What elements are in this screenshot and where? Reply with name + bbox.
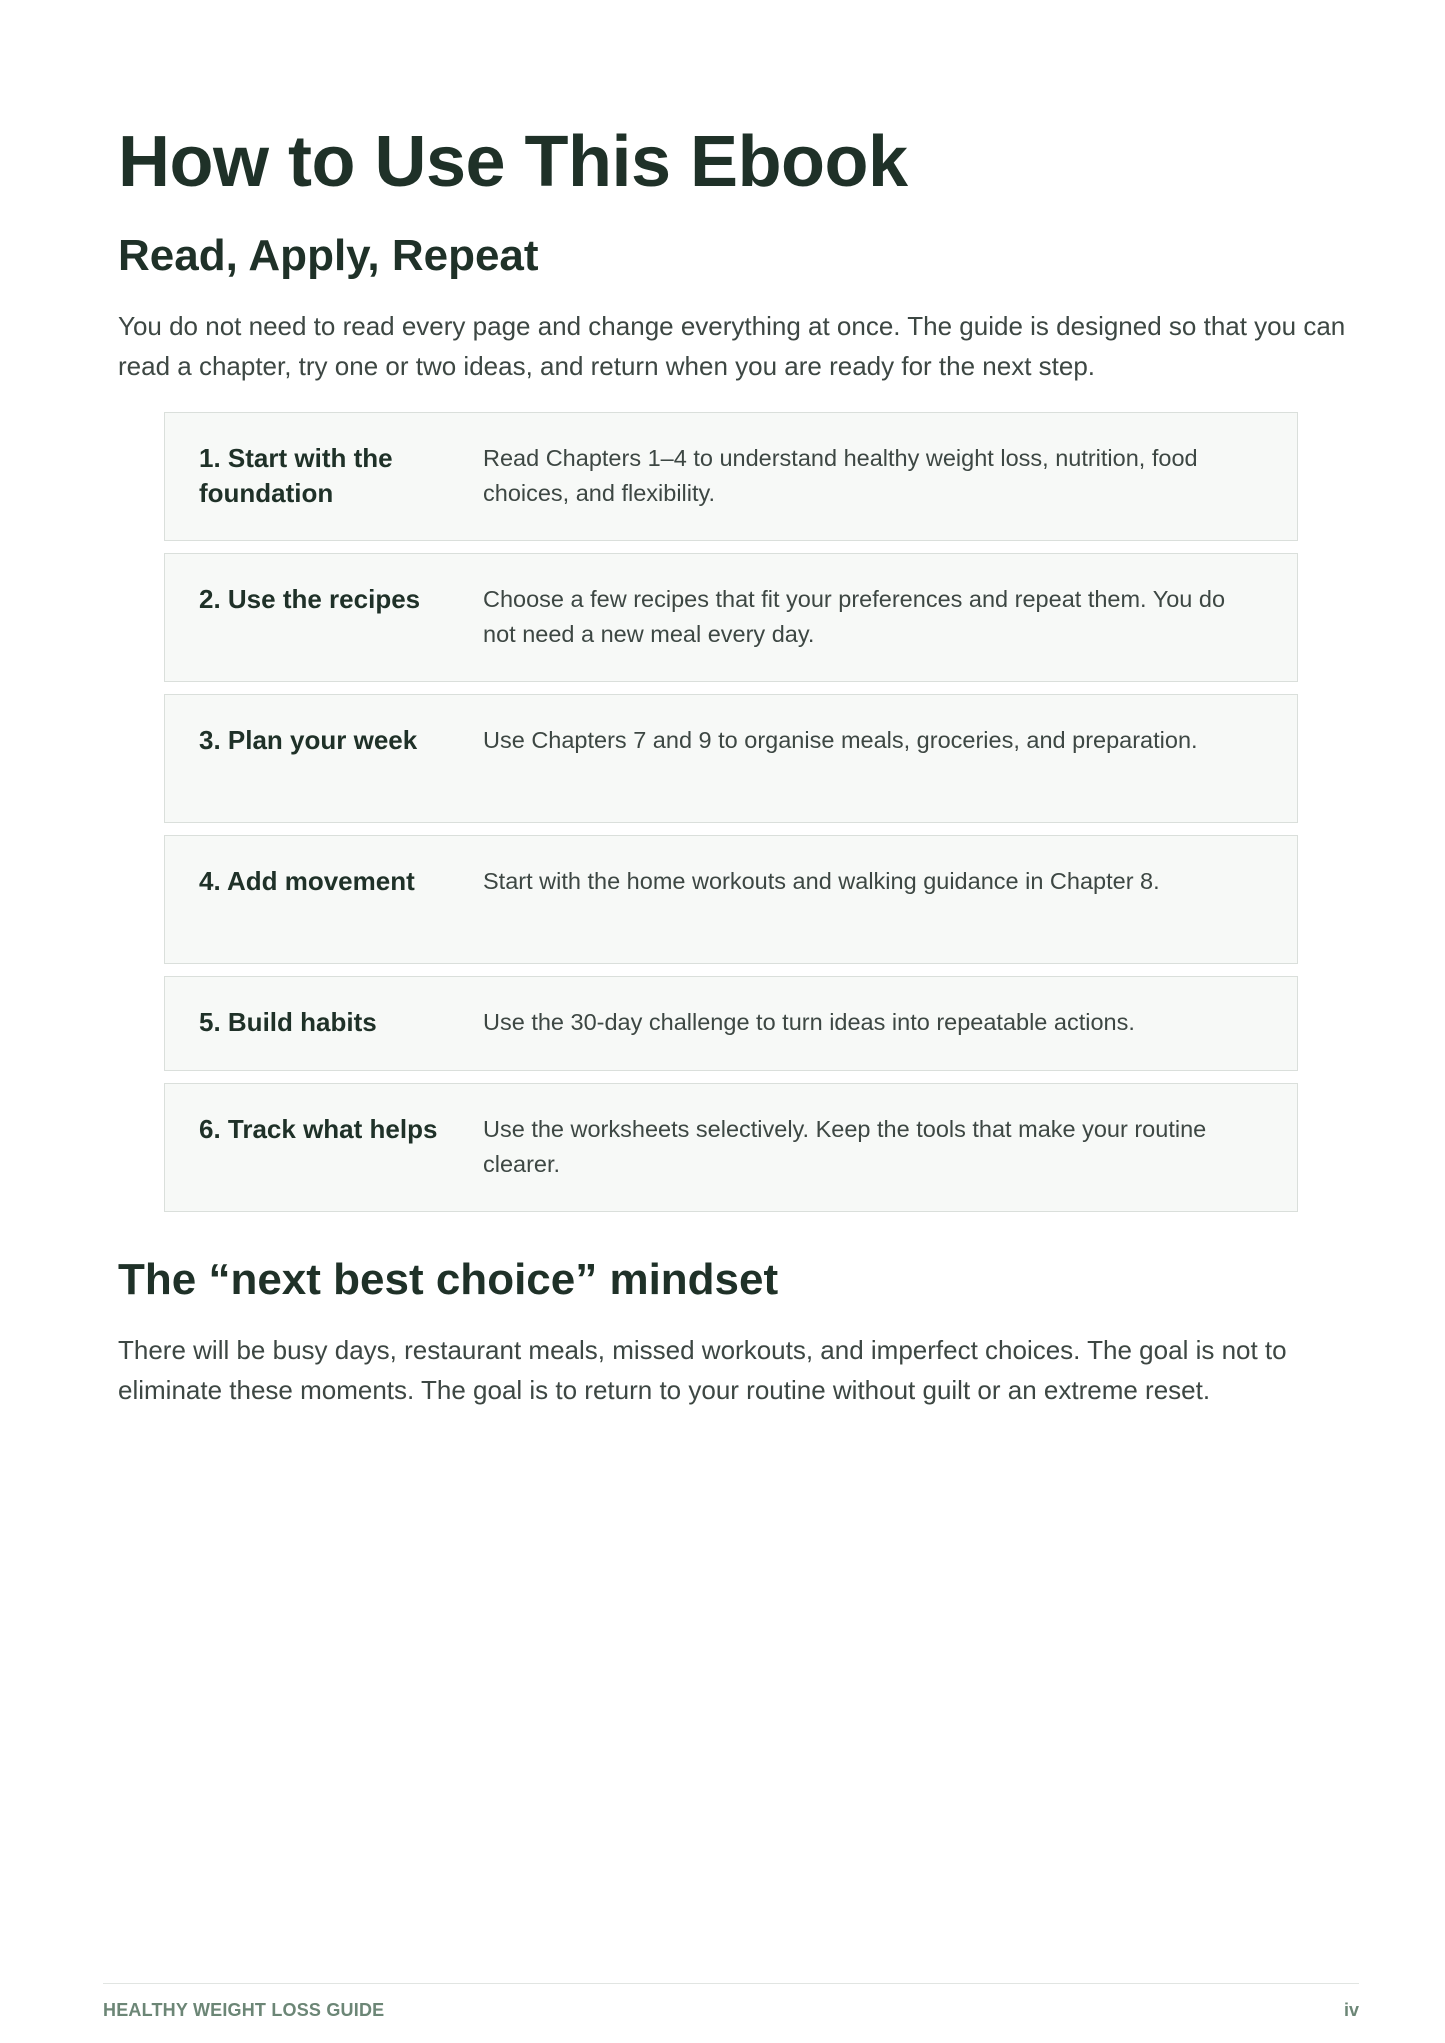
step-label: 3. Plan your week bbox=[199, 725, 418, 755]
step-label: 5. Build habits bbox=[199, 1007, 377, 1037]
steps-table bbox=[164, 412, 1298, 1224]
step-description: Use the 30-day challenge to turn ideas into repeatable actions. bbox=[483, 1009, 1135, 1035]
step-description: Use Chapters 7 and 9 to organise meals, groceries, and preparation. bbox=[483, 727, 1198, 753]
step-row bbox=[164, 1083, 1298, 1212]
step-row bbox=[164, 412, 1298, 541]
step-label: 1. Start with the foundation bbox=[199, 443, 393, 508]
step-label: 6. Track what helps bbox=[199, 1114, 438, 1144]
step-row bbox=[164, 835, 1298, 964]
step-description: Start with the home workouts and walking guidance in Chapter 8. bbox=[483, 868, 1160, 894]
step-label: 4. Add movement bbox=[199, 866, 415, 896]
section-heading-read-apply-repeat: Read, Apply, Repeat bbox=[118, 231, 539, 280]
mindset-paragraph: There will be busy days, restaurant meals, missed workouts, and imperfect choices. The goal is not to eliminate these moments. The goal is to return to your routine without guilt or an extreme reset. bbox=[118, 1335, 1287, 1405]
step-description: Use the worksheets selectively. Keep the tools that make your routine clearer. bbox=[483, 1116, 1207, 1177]
step-label: 2. Use the recipes bbox=[199, 584, 421, 614]
footer-book-title: HEALTHY WEIGHT LOSS GUIDE bbox=[103, 2000, 385, 2020]
section-heading-next-best-choice: The “next best choice” mindset bbox=[118, 1255, 779, 1304]
step-row bbox=[164, 553, 1298, 682]
step-description: Choose a few recipes that fit your preferences and repeat them. You do not need a new meal every day. bbox=[483, 586, 1226, 647]
footer-page-number: iv bbox=[1343, 2000, 1359, 2020]
footer-divider bbox=[103, 1983, 1359, 1984]
step-row bbox=[164, 976, 1298, 1071]
intro-paragraph: You do not need to read every page and change everything at once. The guide is designed so that you can read a chapter, try one or two ideas, and return when you are ready for the next step. bbox=[118, 311, 1346, 381]
step-row bbox=[164, 694, 1298, 823]
step-description: Read Chapters 1–4 to understand healthy weight loss, nutrition, food choices, and flexibility. bbox=[483, 445, 1198, 506]
page-title: How to Use This Ebook bbox=[118, 122, 908, 202]
